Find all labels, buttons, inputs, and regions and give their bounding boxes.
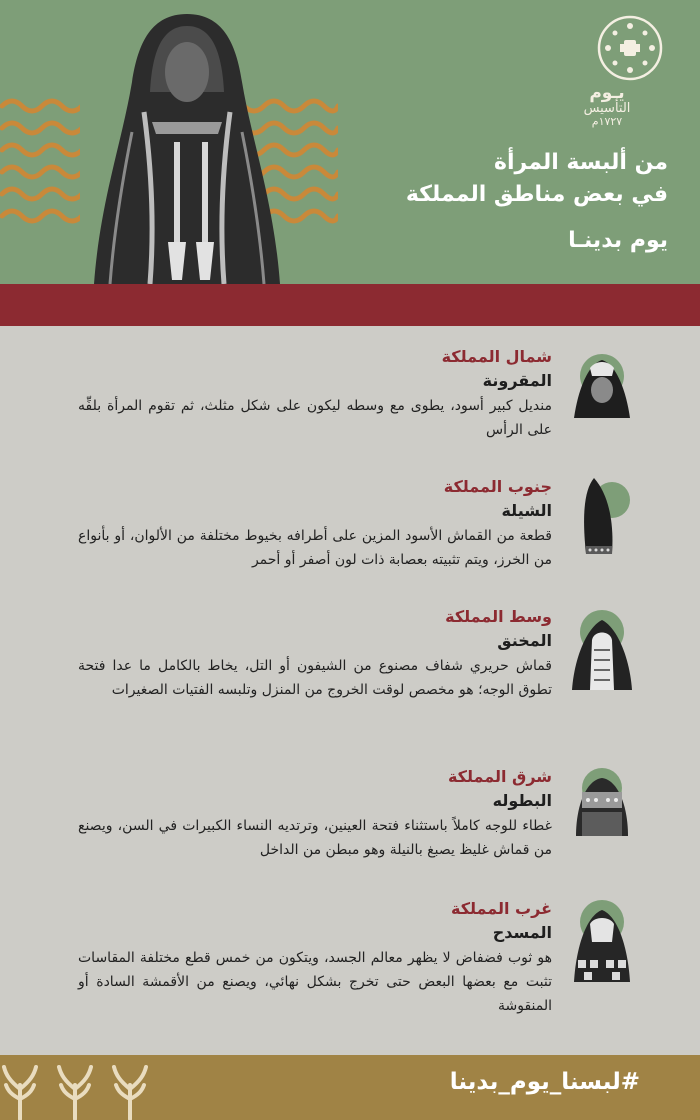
region-title: شرق المملكة (447, 767, 552, 786)
east-garment-thumbnail (566, 766, 638, 838)
header-subtitle: يوم بدينـا (568, 228, 668, 253)
west-garment-thumbnail (566, 898, 638, 984)
footer (0, 1055, 700, 1120)
wave-pattern-icon (0, 96, 80, 226)
palm-motif-icon (0, 1055, 170, 1120)
header (0, 0, 700, 284)
founding-day-emblem-icon (596, 14, 664, 82)
logo-line2: التأسيس (583, 101, 631, 116)
header-title-line1: من ألبسة المرأة (493, 150, 668, 175)
garment-description: قطعة من القماش الأسود المزين على أطرافه بخيوط مختلفة من الألوان، أو بأنواع من الخرز، ويتم تثبيته بعصابة ذات لون أصفر أو أحمر (78, 528, 552, 568)
veiled-woman-photo (92, 12, 282, 284)
garment-description: منديل كبير أسود، يطوى مع وسطه ليكون على شكل مثلث، ثم تقوم المرأة بلفِّه على الرأس (78, 398, 552, 438)
region-title: شمال المملكة (441, 347, 552, 366)
garment-description: غطاء للوجه كاملاً باستثناء فتحة العينين، وترتديه النساء الكبيرات في السن، ويصنع من قماش غليظ يصبغ بالنيلة وهو مبطن من الداخل (78, 818, 552, 858)
header-title-line2: في بعض مناطق المملكة (405, 182, 668, 207)
divider-band (0, 284, 700, 326)
logo-line1: يـوم (589, 83, 625, 103)
garment-name: المسدح (492, 923, 552, 942)
region-east (0, 766, 700, 886)
south-garment-thumbnail (566, 476, 638, 562)
region-title: وسط المملكة (445, 607, 552, 626)
region-south (0, 476, 700, 596)
center-garment-thumbnail (566, 606, 638, 692)
garment-description: قماش حريري شفاف مصنوع من الشيفون أو التل، يخاط بالكامل ما عدا فتحة تطوق الوجه؛ هو مخصص لوقت الخروج من المنزل وتلبسه الفتيات الصغيرات (78, 658, 552, 698)
hashtag: #لبسنا_يوم_بدينا (449, 1069, 640, 1095)
garment-name: المخنق (497, 631, 552, 650)
region-center (0, 606, 700, 726)
founding-day-logo-text (562, 84, 652, 128)
wave-pattern-left (0, 96, 80, 230)
logo-year: ١٧٢٧م (591, 115, 623, 128)
garment-description: هو ثوب فضفاض لا يظهر معالم الجسد، ويتكون من خمس قطع مختلفة المقاسات تثبت مع بعضها البعض حتى تخرج بشكل نهائي، ويصنع من الأقمشة السادة أو المنقوشة (78, 950, 552, 1014)
region-west (0, 898, 700, 1018)
garment-name: المقرونة (482, 371, 552, 390)
garment-name: البطوله (492, 791, 552, 810)
garment-name: الشيلة (501, 501, 552, 520)
region-title: غرب المملكة (450, 899, 552, 918)
region-north (0, 346, 700, 466)
north-garment-thumbnail (566, 346, 638, 418)
region-title: جنوب المملكة (443, 477, 552, 496)
